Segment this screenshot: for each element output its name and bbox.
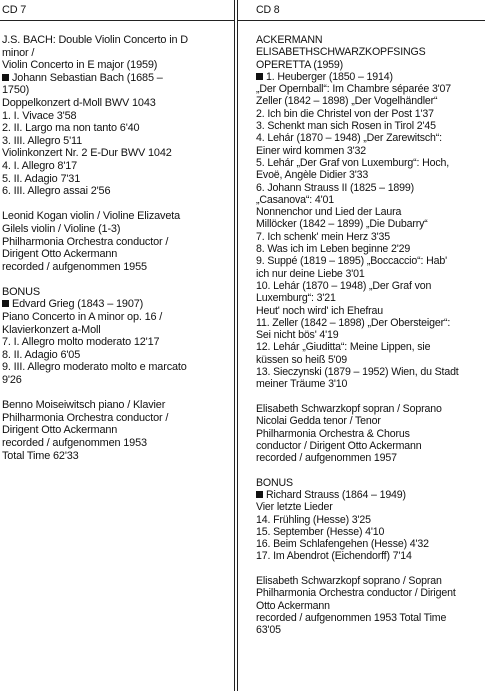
line-text: 1. Heuberger (1850 – 1914) — [266, 70, 393, 83]
paragraph-gap — [256, 464, 483, 476]
text-line — [256, 550, 483, 562]
text-line — [2, 147, 228, 160]
line-text: Violin Concerto in E major (1959) — [2, 59, 158, 72]
line-text: 17. Im Abendrot (Eichendorff) 7'14 — [256, 550, 412, 563]
line-text: Nicolai Gedda tenor / Tenor — [256, 415, 381, 428]
text-line — [256, 231, 483, 243]
text-line — [256, 526, 483, 538]
line-text: 4. I. Allegro 8'17 — [2, 159, 78, 172]
text-line — [256, 305, 483, 317]
line-text: Millöcker (1842 – 1899) „Die Dubarry“ — [256, 218, 428, 231]
line-text: Luxemburg“: 3'21 — [256, 292, 336, 305]
line-text: 16. Beim Schlafengehen (Hesse) 4'32 — [256, 538, 429, 551]
text-line — [2, 424, 228, 437]
line-text: 10. Lehár (1870 – 1948) „Der Graf von — [256, 279, 432, 292]
line-text: Edvard Grieg (1843 – 1907) — [12, 298, 144, 311]
text-line — [256, 255, 483, 267]
text-line — [256, 280, 483, 292]
line-text: Philharmonia Orchestra & Chorus — [256, 427, 410, 440]
line-text: 5. Lehár „Der Graf von Luxemburg“: Hoch, — [256, 156, 450, 169]
line-text: „Der Opernball“: Im Chambre séparée 3'07 — [256, 83, 452, 96]
paragraph-gap — [2, 273, 228, 286]
text-line — [2, 412, 228, 425]
line-text: Otto Ackermann — [256, 599, 330, 612]
text-line — [2, 122, 228, 135]
text-line — [2, 437, 228, 450]
text-line — [256, 477, 483, 489]
line-text: Leonid Kogan violin / Violine Elizaveta — [2, 210, 181, 223]
line-text: „Casanova“: 4'01 — [256, 193, 334, 206]
text-line — [256, 34, 483, 46]
text-line — [2, 210, 228, 223]
line-text: 8. Was ich im Leben beginne 2'29 — [256, 243, 411, 256]
text-line — [256, 341, 483, 353]
line-text: 12. Lehár „Giuditta“: Meine Lippen, sie — [256, 341, 431, 354]
line-text: Total Time 62'33 — [2, 449, 79, 462]
text-line — [256, 83, 483, 95]
cd7-column — [0, 0, 232, 691]
text-line — [256, 95, 483, 107]
text-line — [2, 185, 228, 198]
line-text: 1. I. Vivace 3'58 — [2, 109, 77, 122]
line-text: Dirigent Otto Ackermann — [2, 248, 118, 261]
text-line — [256, 46, 483, 58]
line-text: 9'26 — [2, 374, 22, 387]
paragraph-gap — [256, 563, 483, 575]
text-line — [2, 97, 228, 110]
text-line — [256, 108, 483, 120]
column-divider-right — [237, 0, 238, 691]
text-line — [2, 173, 228, 186]
cd7-header-rule — [0, 20, 234, 21]
line-text: OPERETTA (1959) — [256, 58, 344, 71]
text-line — [2, 47, 228, 60]
line-text: 2. II. Largo ma non tanto 6'40 — [2, 122, 140, 135]
square-bullet-icon — [2, 74, 9, 81]
line-text: 7. I. Allegro molto moderato 12'17 — [2, 336, 160, 349]
text-line — [256, 514, 483, 526]
text-line — [2, 223, 228, 236]
text-line — [256, 366, 483, 378]
line-text: Richard Strauss (1864 – 1949) — [266, 488, 406, 501]
line-text: BONUS — [2, 285, 40, 298]
text-line — [256, 194, 483, 206]
line-text: 6. III. Allegro assai 2'56 — [2, 185, 111, 198]
line-text: recorded / aufgenommen 1955 — [2, 260, 147, 273]
line-text: Violinkonzert Nr. 2 E-Dur BWV 1042 — [2, 147, 172, 160]
line-text: Philharmonia Orchestra conductor / — [2, 235, 169, 248]
line-text: 63'05 — [256, 624, 281, 637]
line-text: 13. Sieczynski (1879 – 1952) Wien, du Stadt — [256, 366, 459, 379]
text-line — [256, 600, 483, 612]
text-line — [2, 59, 228, 72]
line-text: 3. III. Allegro 5'11 — [2, 134, 83, 147]
text-line — [2, 336, 228, 349]
cd7-label: CD 7 — [2, 4, 27, 16]
line-text: Benno Moiseiwitsch piano / Klavier — [2, 399, 166, 412]
text-line — [256, 415, 483, 427]
line-text: 15. September (Hesse) 4'10 — [256, 525, 385, 538]
text-line — [256, 452, 483, 464]
text-line — [256, 145, 483, 157]
line-text: minor / — [2, 46, 35, 59]
line-text: Heut' noch wird' ich Ehefrau — [256, 304, 384, 317]
line-text: 4. Lehár (1870 – 1948) „Der Zarewitsch“: — [256, 132, 442, 145]
text-line — [2, 324, 228, 337]
line-text: Piano Concerto in A minor op. 16 / — [2, 311, 163, 324]
line-text: 7. Ich schenk' mein Herz 3'35 — [256, 230, 390, 243]
text-line — [256, 59, 483, 71]
text-line — [2, 110, 228, 123]
cd8-tracklist — [256, 34, 483, 637]
text-line — [2, 84, 228, 97]
line-text: 1750) — [2, 84, 30, 97]
text-line — [2, 160, 228, 173]
text-line — [256, 501, 483, 513]
line-text: Einer wird kommen 3'32 — [256, 144, 367, 157]
cd8-label: CD 8 — [256, 4, 280, 16]
line-text: Gilels violin / Violine (1-3) — [2, 222, 121, 235]
line-text: Zeller (1842 – 1898) „Der Vogelhändler“ — [256, 95, 438, 108]
text-line — [256, 292, 483, 304]
text-line — [2, 34, 228, 47]
line-text: 5. II. Adagio 7'31 — [2, 172, 81, 185]
paragraph-gap — [256, 391, 483, 403]
line-text: conductor / Dirigent Otto Ackermann — [256, 439, 422, 452]
line-text: recorded / aufgenommen 1953 — [2, 437, 147, 449]
cd8-column — [254, 0, 485, 691]
square-bullet-icon — [2, 300, 9, 307]
text-line — [2, 374, 228, 387]
line-text: 8. II. Adagio 6'05 — [2, 348, 81, 361]
line-text: Johann Sebastian Bach (1685 – — [12, 71, 163, 84]
text-line — [2, 261, 228, 274]
text-line — [256, 354, 483, 366]
text-line — [2, 349, 228, 362]
text-line — [2, 72, 228, 85]
line-text: BONUS — [256, 476, 293, 489]
line-text: recorded / aufgenommen 1953 Total Time — [256, 611, 447, 624]
line-text: Doppelkonzert d-Moll BWV 1043 — [2, 96, 156, 109]
text-line — [256, 182, 483, 194]
line-text: Sei nicht bös' 4'19 — [256, 329, 339, 342]
text-line — [2, 450, 228, 463]
text-line — [256, 612, 483, 624]
text-line — [256, 317, 483, 329]
line-text: 3. Schenkt man sich Rosen in Tirol 2'45 — [256, 120, 436, 133]
line-text: Nonnenchor und Lied der Laura — [256, 206, 402, 219]
line-text: ACKERMANN — [256, 34, 323, 46]
text-line — [256, 587, 483, 599]
text-line — [256, 428, 483, 440]
line-text: J.S. BACH: Double Violin Concerto in D — [2, 34, 188, 46]
text-line — [256, 243, 483, 255]
text-line — [256, 71, 483, 83]
line-text: Dirigent Otto Ackermann — [2, 424, 118, 437]
text-line — [256, 218, 483, 230]
text-line — [256, 378, 483, 390]
text-line — [256, 268, 483, 280]
line-text: ich nur deine Liebe 3'01 — [256, 267, 365, 280]
line-text: Philharmonia Orchestra conductor / Dirigent — [256, 587, 456, 600]
line-text: recorded / aufgenommen 1957 — [256, 452, 397, 465]
text-line — [256, 575, 483, 587]
line-text: 11. Zeller (1842 – 1898) „Der Obersteiger“: — [256, 316, 451, 329]
line-text: ELISABETHSCHWARZKOPFSINGS — [256, 46, 426, 59]
line-text: 2. Ich bin die Christel von der Post 1'37 — [256, 107, 434, 120]
line-text: Klavierkonzert a-Moll — [2, 323, 101, 336]
text-line — [256, 403, 483, 415]
text-line — [2, 236, 228, 249]
line-text: küssen so heiß 5'09 — [256, 353, 348, 366]
line-text: 9. Suppé (1819 – 1895) „Boccaccio“: Hab' — [256, 255, 447, 268]
line-text: 6. Johann Strauss II (1825 – 1899) — [256, 181, 415, 194]
text-line — [2, 135, 228, 148]
line-text: Philharmonia Orchestra conductor / — [2, 411, 169, 424]
paragraph-gap — [2, 198, 228, 211]
text-line — [256, 169, 483, 181]
text-line — [256, 157, 483, 169]
text-line — [256, 206, 483, 218]
line-text: Vier letzte Lieder — [256, 501, 333, 514]
text-line — [256, 132, 483, 144]
column-divider-left — [234, 0, 235, 691]
text-line — [2, 248, 228, 261]
square-bullet-icon — [256, 491, 263, 498]
text-line — [256, 120, 483, 132]
text-line — [256, 489, 483, 501]
line-text: meiner Träume 3'10 — [256, 378, 348, 391]
line-text: Elisabeth Schwarzkopf soprano / Sopran — [256, 575, 442, 588]
line-text: Evoë, Angèle Didier 3'33 — [256, 169, 369, 182]
text-line — [2, 286, 228, 299]
line-text: 14. Frühling (Hesse) 3'25 — [256, 513, 371, 526]
text-line — [256, 440, 483, 452]
text-line — [2, 361, 228, 374]
text-line — [256, 624, 483, 636]
square-bullet-icon — [256, 73, 263, 80]
cd7-tracklist — [2, 34, 228, 462]
line-text: 9. III. Allegro moderato molto e marcato — [2, 361, 187, 374]
text-line — [256, 538, 483, 550]
text-line — [2, 399, 228, 412]
line-text: Elisabeth Schwarzkopf sopran / Soprano — [256, 402, 442, 415]
paragraph-gap — [2, 387, 228, 400]
text-line — [2, 311, 228, 324]
text-line — [256, 329, 483, 341]
text-line — [2, 298, 228, 311]
